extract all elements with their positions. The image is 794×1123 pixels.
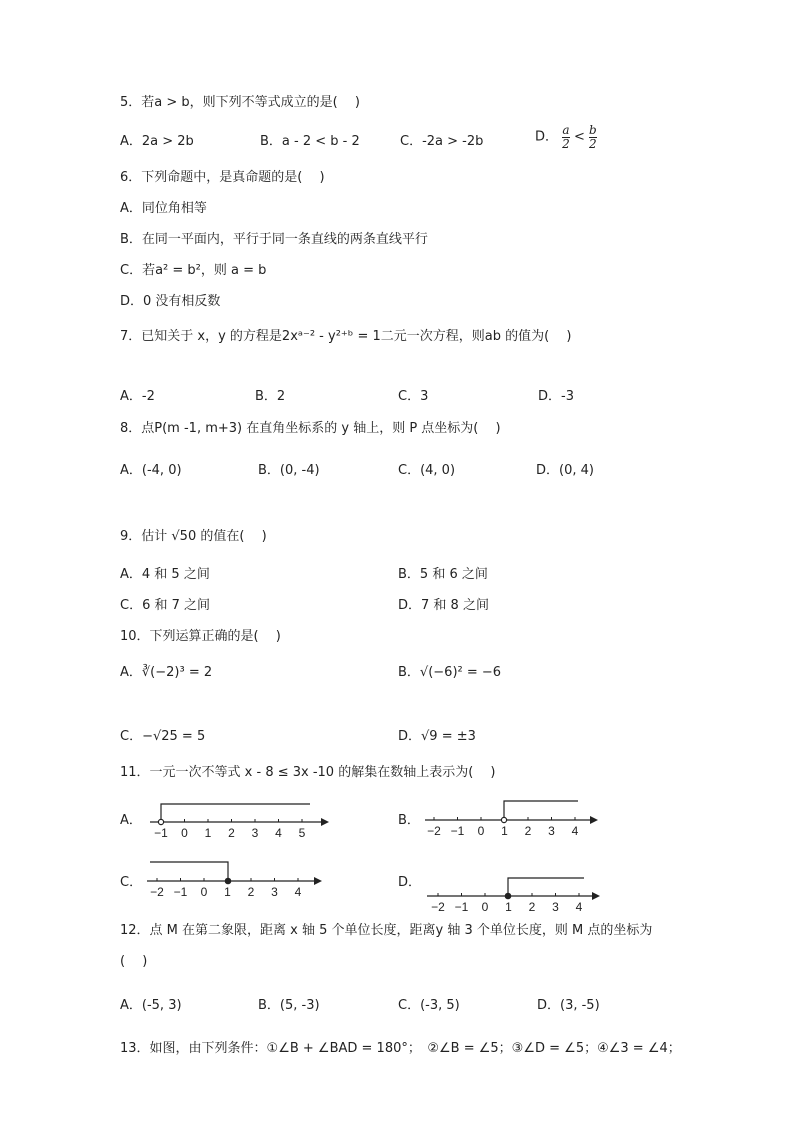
- tick-label: −1: [154, 826, 168, 840]
- q10-stem: 10．下列运算正确的是( ): [120, 629, 281, 644]
- tick-label: 0: [481, 900, 489, 914]
- q7-option-a: A．-2: [120, 389, 155, 404]
- q9-option-c: C．6 和 7 之间: [120, 598, 211, 613]
- solution-ray: [150, 862, 228, 881]
- q9-option-b: B．5 和 6 之间: [398, 567, 488, 582]
- q12-option-b: B．(5, -3): [258, 998, 320, 1013]
- q5-option-b: B．a - 2 < b - 2: [260, 134, 360, 149]
- axis-arrow: [592, 892, 600, 900]
- q10-option-a: A．∛(−2)³ = 2: [120, 665, 213, 680]
- q10-option-d: D．√9 = ±3: [398, 729, 476, 744]
- q11-option-c-number-line: [142, 858, 324, 902]
- axis-arrow: [314, 877, 322, 885]
- tick-label: 3: [548, 824, 555, 838]
- tick-label: 4: [275, 826, 282, 840]
- q11-option-c-label: C．: [120, 875, 143, 890]
- tick-label: −2: [427, 824, 441, 838]
- solution-ray: [161, 804, 310, 822]
- q8-option-b: B．(0, -4): [258, 463, 320, 478]
- q13-stem: 13．如图，由下列条件：①∠B + ∠BAD = 180°； ②∠B = ∠5；③∠D = ∠5；④∠3 = ∠4；: [120, 1041, 681, 1056]
- q12-stem: 12．点 M 在第二象限，距离 x 轴 5 个单位长度，距离y 轴 3 个单位长度，则 M 点的坐标为: [120, 923, 653, 938]
- tick-label: −1: [454, 900, 469, 914]
- q6-option-d: D．0 没有相反数: [120, 294, 221, 309]
- q8-option-d: D．(0, 4): [536, 463, 594, 478]
- tick-label: 2: [524, 824, 532, 838]
- q6-stem: 6．下列命题中，是真命题的是( ): [120, 170, 325, 185]
- q7-option-d: D．-3: [538, 389, 574, 404]
- tick-label: 0: [200, 885, 208, 899]
- q6-option-c: C．若a² = b²，则 a = b: [120, 263, 267, 278]
- tick-label: 1: [505, 900, 512, 914]
- q9-stem: 9．估计 √50 的值在( ): [120, 529, 267, 544]
- denominator: 2: [589, 137, 597, 151]
- q10-option-b: B．√(−6)² = −6: [398, 665, 502, 680]
- q12-option-d: D．(3, -5): [537, 998, 600, 1013]
- denominator: 2: [562, 137, 570, 151]
- q12-stem-continued: ( ): [120, 954, 148, 969]
- tick-label: 3: [251, 826, 259, 840]
- q5-option-d: [535, 124, 597, 151]
- closed-endpoint: [225, 878, 231, 884]
- q7-stem: 7．已知关于 x，y 的方程是2xᵃ⁻² - y²⁺ᵇ = 1二元一次方程，则ab 的值为( ): [120, 329, 572, 344]
- tick-label: 1: [204, 826, 212, 840]
- tick-label: 4: [575, 900, 583, 914]
- q5-option-d-label: D．: [535, 129, 559, 145]
- tick-label: −2: [431, 900, 445, 914]
- q5-option-c: C．-2a > -2b: [400, 134, 484, 149]
- tick-label: 3: [271, 885, 278, 899]
- q8-option-a: A．(-4, 0): [120, 463, 182, 478]
- q10-option-c: C．−√25 = 5: [120, 729, 206, 744]
- q6-option-b: B．在同一平面内，平行于同一条直线的两条直线平行: [120, 232, 428, 247]
- axis-arrow: [590, 816, 598, 824]
- tick-label: 1: [501, 824, 508, 838]
- tick-label: 0: [181, 826, 188, 840]
- numerator: a: [562, 123, 570, 137]
- q12-option-a: A．(-5, 3): [120, 998, 182, 1013]
- numerator: b: [588, 123, 597, 137]
- open-endpoint: [158, 819, 163, 824]
- q11-option-b-number-line: [420, 798, 600, 842]
- closed-endpoint: [505, 893, 511, 899]
- q12-option-c: C．(-3, 5): [398, 998, 460, 1013]
- tick-label: 1: [224, 885, 231, 899]
- axis-arrow: [321, 818, 329, 826]
- tick-label: 0: [477, 824, 485, 838]
- tick-label: 2: [528, 900, 536, 914]
- open-endpoint: [501, 817, 506, 822]
- q11-option-a-label: A．: [120, 813, 142, 828]
- tick-label: 2: [247, 885, 255, 899]
- solution-ray: [508, 878, 584, 896]
- tick-label: 3: [552, 900, 559, 914]
- fraction: [562, 124, 570, 151]
- q9-option-d: D．7 和 8 之间: [398, 598, 489, 613]
- q11-option-d-label: D．: [398, 875, 422, 890]
- tick-label: −1: [173, 885, 188, 899]
- tick-label: −1: [450, 824, 465, 838]
- q11-option-d-number-line: [422, 872, 604, 916]
- q5-option-a: A．2a > 2b: [120, 134, 194, 149]
- q6-option-a: A．同位角相等: [120, 201, 207, 216]
- q5-stem: 5．若a > b，则下列不等式成立的是( ): [120, 95, 360, 110]
- q8-stem: 8．点P(m -1, m+3) 在直角坐标系的 y 轴上，则 P 点坐标为( ): [120, 421, 501, 436]
- q8-option-c: C．(4, 0): [398, 463, 456, 478]
- tick-label: 5: [298, 826, 306, 840]
- solution-ray: [504, 801, 578, 820]
- tick-label: 4: [294, 885, 302, 899]
- q11-option-a-number-line: [145, 798, 330, 842]
- operator: <: [573, 129, 585, 145]
- tick-label: 4: [571, 824, 579, 838]
- tick-label: −2: [150, 885, 164, 899]
- q11-option-b-label: B．: [398, 813, 420, 828]
- q11-stem: 11．一元一次不等式 x - 8 ≤ 3x -10 的解集在数轴上表示为( ): [120, 765, 496, 780]
- q7-option-c: C．3: [398, 389, 429, 404]
- tick-label: 2: [228, 826, 235, 840]
- q7-option-b: B．2: [255, 389, 286, 404]
- fraction: [589, 124, 597, 151]
- q9-option-a: A．4 和 5 之间: [120, 567, 210, 582]
